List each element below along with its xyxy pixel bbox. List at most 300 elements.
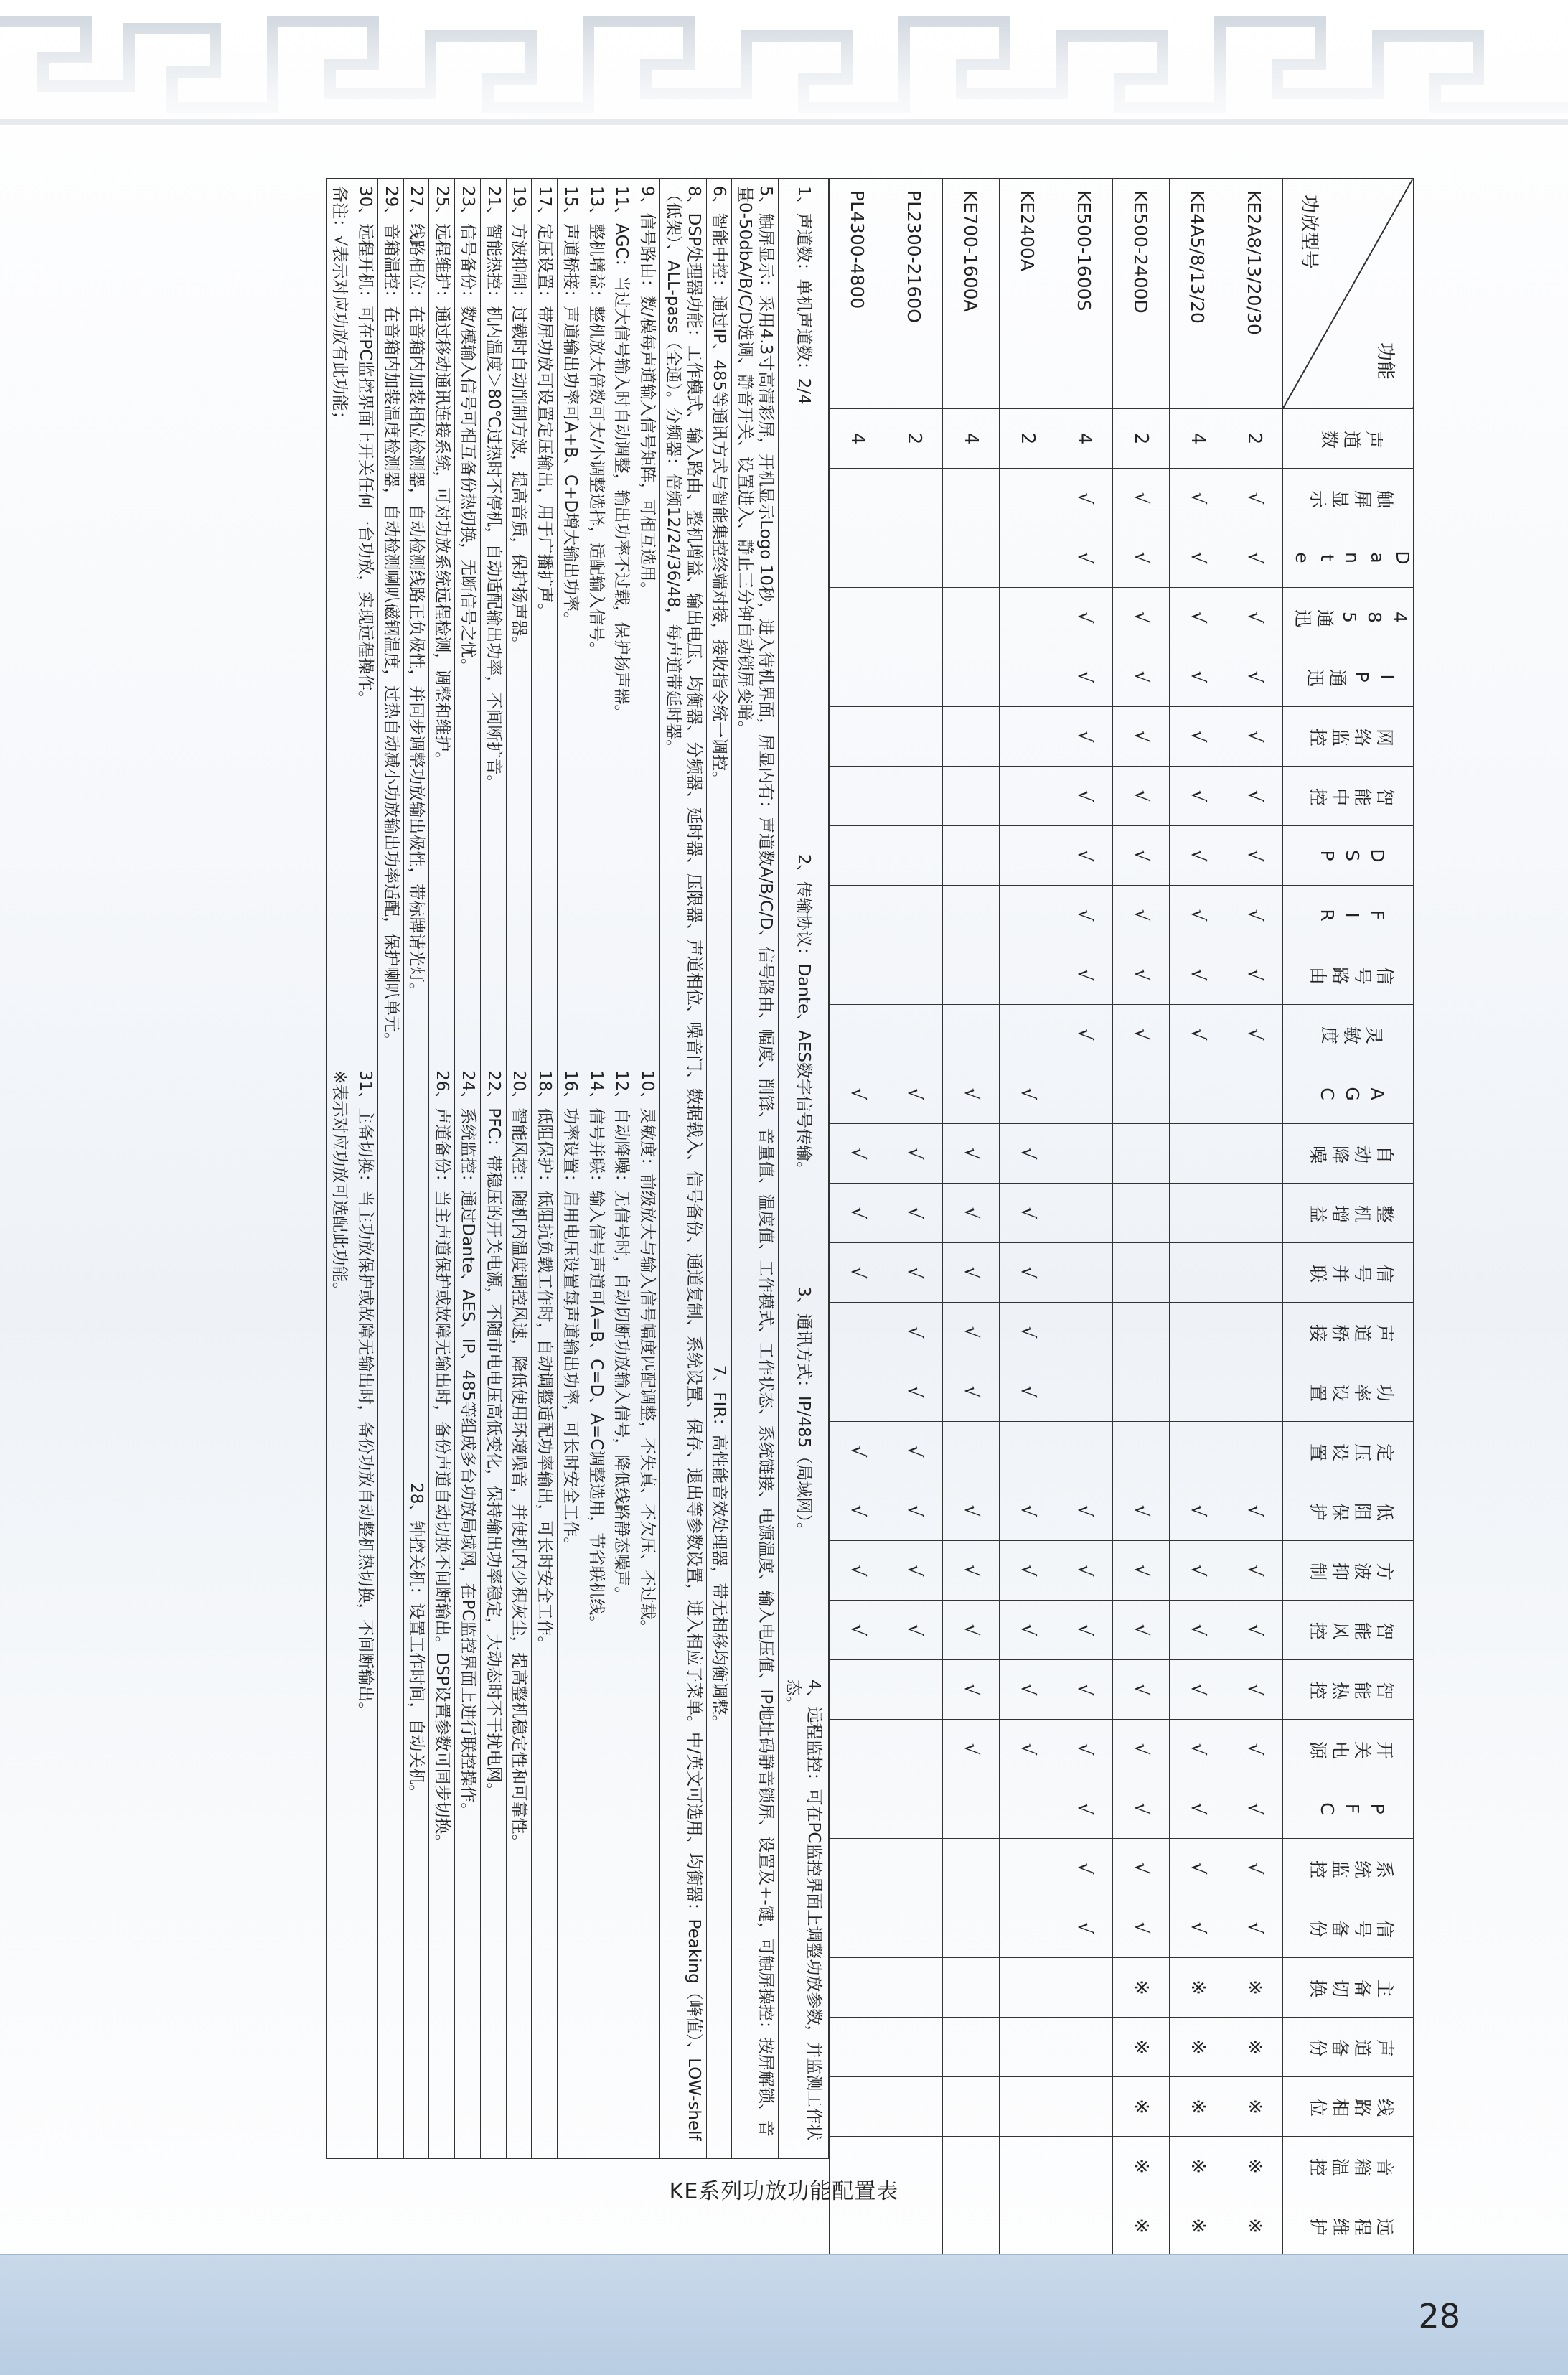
table-row <box>1170 179 1226 2375</box>
note-row <box>455 179 481 2158</box>
table-cell: 4 <box>1056 409 1113 469</box>
note-text: 14、信号并联：输入信号声道可A=B、C=D、A=C调整选用，节省联机线。 <box>586 1070 606 1632</box>
table-cell <box>830 2077 886 2137</box>
feature-header-cell <box>1283 647 1414 707</box>
table-cell <box>943 1958 1000 2018</box>
table-cell <box>1000 1422 1056 1481</box>
note-text: 1、声道数：单机声道数：2/4 <box>794 186 813 405</box>
table-cell <box>886 1779 943 1839</box>
table-cell: 2 <box>1000 409 1056 469</box>
feature-header-cell <box>1283 767 1414 826</box>
feature-header-label: Dante <box>1287 547 1413 568</box>
table-cell <box>886 1958 943 2018</box>
table-cell <box>886 2018 943 2077</box>
table-cell <box>1056 1243 1113 1303</box>
table-cell <box>1113 1243 1170 1303</box>
feature-header-cell <box>1283 1660 1414 1720</box>
table-cell <box>1170 1362 1226 1422</box>
note-row <box>779 179 829 2158</box>
table-cell: √ <box>943 1243 1000 1303</box>
table-cell <box>1113 1124 1170 1184</box>
table-cell <box>886 1898 943 1958</box>
feature-header-label: 485通迅 <box>1290 606 1410 628</box>
table-cell <box>1000 1898 1056 1958</box>
table-cell: 2 <box>1113 409 1170 469</box>
table-cell: √ <box>1170 1839 1226 1898</box>
table-cell <box>830 588 886 647</box>
table-cell: √ <box>830 1243 886 1303</box>
table-cell <box>1000 1839 1056 1898</box>
table-cell: √ <box>943 1601 1000 1660</box>
note-text: 27、线路相位：在音箱内加装相位检测器，自动检测线路正负极性，并同步调整功放输出极性，带标牌请光灯。 <box>407 186 426 1000</box>
table-row <box>1000 179 1056 2375</box>
model-name-cell: KE700-1600A <box>943 179 1000 409</box>
feature-header-cell <box>1283 707 1414 767</box>
table-cell <box>886 826 943 886</box>
table-cell: ※ <box>1170 2018 1226 2077</box>
model-name-cell: KE500-1600S <box>1056 179 1113 409</box>
footer-band <box>0 2254 1568 2375</box>
note-text: 备注：√表示对应功放有此功能； <box>330 186 349 428</box>
table-cell <box>1000 1958 1056 2018</box>
table-cell <box>1056 1303 1113 1362</box>
notes-section <box>327 178 830 2159</box>
table-cell <box>1113 1422 1170 1481</box>
table-cell <box>943 2077 1000 2137</box>
feature-header-cell <box>1283 1303 1414 1362</box>
table-cell <box>1056 1362 1113 1422</box>
table-header-row <box>1283 179 1414 2375</box>
table-cell: √ <box>1000 1720 1056 1779</box>
table-cell <box>1226 1064 1283 1124</box>
table-cell: √ <box>1226 1541 1283 1601</box>
table-cell <box>943 767 1000 826</box>
table-cell <box>943 588 1000 647</box>
table-cell: √ <box>1056 707 1113 767</box>
table-cell: 2 <box>1226 409 1283 469</box>
table-cell <box>830 1005 886 1064</box>
table-cell: √ <box>1170 945 1226 1005</box>
table-cell: √ <box>1170 1720 1226 1779</box>
table-cell: √ <box>830 1481 886 1541</box>
feature-header-label: 信号路由 <box>1305 964 1395 985</box>
table-cell: ※ <box>1170 2196 1226 2256</box>
feature-header-cell <box>1283 2018 1414 2077</box>
table-cell: √ <box>886 1481 943 1541</box>
note-row <box>430 179 456 2158</box>
table-cell: √ <box>1170 1601 1226 1660</box>
table-cell <box>1113 1362 1170 1422</box>
table-cell: √ <box>1226 1660 1283 1720</box>
table-cell: √ <box>1170 647 1226 707</box>
feature-header-cell <box>1283 1362 1414 1422</box>
table-cell <box>830 1303 886 1362</box>
table-cell: √ <box>1226 1779 1283 1839</box>
feature-header-label: 声道备份 <box>1305 2036 1395 2058</box>
feature-header-cell <box>1283 826 1414 886</box>
table-cell <box>943 1422 1000 1481</box>
table-cell: √ <box>1056 528 1113 588</box>
note-text: 4、远程监控：可在PC监控界面上调整功放参数，并监测工作状态。 <box>784 1679 824 2141</box>
feature-header-label: 低阻保护 <box>1305 1500 1395 1522</box>
note-text: 22、PFC：带稳压的开关电源，不随市电电压高低变化，保持输出功率稳定，大动态时不干扰电网。 <box>484 1070 503 1799</box>
note-text: ※表示对应功放可选配此功能。 <box>330 1070 349 1299</box>
feature-header-label: 音箱温控 <box>1305 2155 1395 2177</box>
table-cell: √ <box>1226 1839 1283 1898</box>
feature-header-label: AGC <box>1313 1083 1388 1105</box>
table-cell: √ <box>1000 1601 1056 1660</box>
table-cell: ※ <box>1170 1958 1226 2018</box>
table-cell: √ <box>1170 707 1226 767</box>
table-cell: √ <box>886 1362 943 1422</box>
table-cell: √ <box>1226 826 1283 886</box>
note-text: 2、传输协议：Dante、AES数字信号传输。 <box>794 853 813 1178</box>
table-cell <box>1170 1422 1226 1481</box>
note-text: 10、灵敏度：前级放大与输入信号幅度匹配调整，不失真、不欠压、不过载。 <box>638 1070 657 1636</box>
table-cell: √ <box>1226 647 1283 707</box>
table-cell: √ <box>886 1303 943 1362</box>
note-text: 29、音箱温控：在音箱内加装温度检测器，自动检测喇叭磁钢温度，过热自动减小功放输出功率适配，保护喇叭单元。 <box>381 186 400 1049</box>
table-cell: √ <box>1226 588 1283 647</box>
table-cell <box>886 945 943 1005</box>
note-text: 31、主备切换：当主功放保护或故障无输出时，备份功放自动整机热切换，不间断输出。 <box>356 1070 375 1719</box>
table-cell: √ <box>886 1422 943 1481</box>
feature-header-label: 远程维护 <box>1305 2215 1395 2236</box>
table-cell <box>1170 1064 1226 1124</box>
table-cell: √ <box>1113 1898 1170 1958</box>
feature-header-label: 主备切换 <box>1305 1977 1395 1998</box>
table-cell: √ <box>1056 1481 1113 1541</box>
table-cell <box>943 886 1000 945</box>
note-text: 25、远程维护：通过移动通讯连接系统，可对功放系统远程检测，调整和维护。 <box>433 186 452 769</box>
note-row <box>532 179 558 2158</box>
feature-header-label: 声道桥接 <box>1305 1321 1395 1343</box>
table-cell: √ <box>1113 647 1170 707</box>
table-cell <box>1056 1422 1113 1481</box>
feature-header-label: DSP <box>1313 845 1388 866</box>
table-cell <box>943 826 1000 886</box>
note-row <box>327 179 353 2158</box>
table-cell <box>830 469 886 528</box>
table-cell <box>830 1898 886 1958</box>
table-cell <box>1226 1243 1283 1303</box>
table-cell: √ <box>830 1184 886 1243</box>
feature-header-label: 声道数 <box>1317 428 1384 449</box>
table-cell: √ <box>1226 528 1283 588</box>
note-row <box>707 179 733 2158</box>
table-cell <box>830 1779 886 1839</box>
feature-header-cell <box>1283 1005 1414 1064</box>
feature-header-label: 智能中控 <box>1305 785 1395 807</box>
table-cell: √ <box>943 1541 1000 1601</box>
table-cell <box>830 826 886 886</box>
table-cell <box>830 1660 886 1720</box>
table-cell <box>1000 2077 1056 2137</box>
table-cell <box>1000 767 1056 826</box>
table-cell: √ <box>1226 469 1283 528</box>
table-cell: √ <box>1226 1005 1283 1064</box>
table-cell <box>1000 469 1056 528</box>
table-cell <box>886 1839 943 1898</box>
table-caption: KE系列功放功能配置表 <box>669 2179 899 2204</box>
feature-header-cell <box>1283 2077 1414 2137</box>
table-cell: 4 <box>943 409 1000 469</box>
table-cell <box>830 886 886 945</box>
table-cell: √ <box>830 1124 886 1184</box>
table-cell: √ <box>1170 528 1226 588</box>
table-cell <box>830 767 886 826</box>
feature-header-label: 网络监控 <box>1305 726 1395 747</box>
table-cell <box>1000 826 1056 886</box>
note-row <box>404 179 430 2158</box>
table-cell: √ <box>1056 647 1113 707</box>
note-text: 26、声道备份：当主声道保护或故障无输出时，备份声道自动切换不间断输出。DSP设置参数可同步切换。 <box>433 1070 452 1851</box>
table-cell <box>943 1839 1000 1898</box>
note-text: 21、智能热控：机内温度＞80℃过热时不停机，自动适配输出功率，不间断扩音。 <box>484 186 503 792</box>
table-cell: √ <box>1113 528 1170 588</box>
feature-header-cell <box>1283 1184 1414 1243</box>
table-cell <box>1113 1184 1170 1243</box>
table-cell: √ <box>1113 1481 1170 1541</box>
table-cell: √ <box>1170 469 1226 528</box>
table-cell: ※ <box>1113 2196 1170 2256</box>
table-cell <box>943 707 1000 767</box>
note-row <box>481 179 507 2158</box>
feature-header-label: 系统监控 <box>1305 1858 1395 1879</box>
table-cell: ※ <box>1226 2137 1283 2196</box>
feature-header-cell <box>1283 945 1414 1005</box>
feature-header-label: FIR <box>1313 904 1388 926</box>
table-cell <box>1056 1958 1113 2018</box>
model-name-cell: KE500-2400D <box>1113 179 1170 409</box>
table-cell: √ <box>1056 1898 1113 1958</box>
note-text: 28、钟控关机：设置工作时间，自动关机。 <box>407 1483 426 1802</box>
table-cell: √ <box>1056 1005 1113 1064</box>
table-cell: √ <box>1226 767 1283 826</box>
table-cell <box>830 1720 886 1779</box>
table-cell: √ <box>1226 945 1283 1005</box>
model-name-cell: KE2A8/13/20/30 <box>1226 179 1283 409</box>
table-cell: ※ <box>1170 2077 1226 2137</box>
table-cell: √ <box>1113 588 1170 647</box>
table-cell: √ <box>1056 826 1113 886</box>
note-text: 6、智能中控：通过IP、485等通讯方式与智能集控终端对接，接收指令统一调控。 <box>710 186 729 788</box>
feature-header-cell <box>1283 1601 1414 1660</box>
function-configuration-table <box>829 178 1414 2375</box>
table-cell: √ <box>886 1601 943 1660</box>
table-cell <box>1226 1303 1283 1362</box>
table-cell <box>830 1958 886 2018</box>
table-cell <box>830 707 886 767</box>
note-text: 12、自动降噪：无信号时，自动切断功放输入信号，降低线路静态噪声。 <box>612 1070 632 1603</box>
table-cell: √ <box>1113 1541 1170 1601</box>
table-cell <box>1170 1303 1226 1362</box>
table-cell: √ <box>886 1064 943 1124</box>
table-cell: √ <box>1113 886 1170 945</box>
table-cell <box>886 2077 943 2137</box>
table-cell <box>886 469 943 528</box>
feature-header-cell <box>1283 1422 1414 1481</box>
table-cell <box>1056 1064 1113 1124</box>
feature-header-label: 自动降噪 <box>1305 1143 1395 1164</box>
feature-header-cell <box>1283 1720 1414 1779</box>
note-row <box>507 179 532 2158</box>
note-row <box>378 179 404 2158</box>
table-cell: √ <box>886 1243 943 1303</box>
table-cell: √ <box>1000 1243 1056 1303</box>
feature-header-cell <box>1283 409 1414 469</box>
table-row <box>830 179 886 2375</box>
table-cell: √ <box>830 1541 886 1601</box>
table-cell <box>830 528 886 588</box>
table-cell <box>1000 1779 1056 1839</box>
table-cell <box>943 945 1000 1005</box>
table-cell <box>1113 1064 1170 1124</box>
table-cell <box>1000 2018 1056 2077</box>
table-cell <box>1226 1362 1283 1422</box>
note-row <box>352 179 378 2158</box>
feature-header-cell <box>1283 1958 1414 2018</box>
table-cell: √ <box>1113 1779 1170 1839</box>
table-cell: √ <box>1113 945 1170 1005</box>
feature-header-cell <box>1283 1064 1414 1124</box>
note-text: 24、系统监控：通过Dante、AES、IP、485等组成多台功放局域网，在PC监控界面上进行联控操作。 <box>459 1070 477 1819</box>
table-cell: √ <box>1170 1898 1226 1958</box>
feature-header-cell <box>1283 886 1414 945</box>
note-row <box>660 179 707 2158</box>
table-cell: √ <box>1170 1481 1226 1541</box>
note-text: 9、信号路由：数/模每声道输入信号矩阵，可相互选用。 <box>638 186 657 599</box>
table-cell <box>1000 647 1056 707</box>
table-cell: √ <box>1056 1541 1113 1601</box>
feature-header-label: 功率设置 <box>1305 1381 1395 1402</box>
table-cell <box>830 945 886 1005</box>
table-cell <box>1000 528 1056 588</box>
table-cell <box>886 707 943 767</box>
table-cell: √ <box>1056 767 1113 826</box>
table-cell: ※ <box>1113 1958 1170 2018</box>
table-cell: √ <box>1000 1303 1056 1362</box>
table-cell: √ <box>830 1422 886 1481</box>
note-text: 11、AGC：当过大信号输入时自动调整，输出功率不过载，保护扬声器。 <box>612 186 632 721</box>
table-cell: √ <box>1000 1362 1056 1422</box>
table-cell: ※ <box>1170 2137 1226 2196</box>
table-cell: ※ <box>1113 2137 1170 2196</box>
table-cell: √ <box>1056 945 1113 1005</box>
table-cell: √ <box>1000 1124 1056 1184</box>
table-cell <box>1170 1243 1226 1303</box>
table-cell <box>886 647 943 707</box>
table-cell: √ <box>943 1481 1000 1541</box>
table-row <box>1056 179 1113 2375</box>
feature-header-label: 智能热控 <box>1305 1679 1395 1700</box>
table-cell: ※ <box>1226 2077 1283 2137</box>
table-cell <box>1000 1005 1056 1064</box>
table-cell: √ <box>1226 1481 1283 1541</box>
table-cell: √ <box>1113 707 1170 767</box>
table-cell: 2 <box>886 409 943 469</box>
feature-header-label: 触屏显示 <box>1305 487 1395 509</box>
note-row <box>583 179 609 2158</box>
feature-header-label: 整机增益 <box>1305 1202 1395 1224</box>
table-cell: √ <box>1056 1601 1113 1660</box>
table-cell <box>943 1898 1000 1958</box>
table-cell <box>943 2018 1000 2077</box>
table-cell: √ <box>1113 1720 1170 1779</box>
note-text: 18、低阻保护：低阻抗负载工作时，自动调整适配功率输出，可长时安全工作。 <box>535 1070 555 1653</box>
table-cell: √ <box>1056 1839 1113 1898</box>
feature-header-cell <box>1283 1243 1414 1303</box>
table-cell <box>1170 1124 1226 1184</box>
table-cell <box>830 647 886 707</box>
table-cell <box>1226 1124 1283 1184</box>
table-cell <box>943 528 1000 588</box>
table-cell <box>830 1839 886 1898</box>
feature-header-cell <box>1283 528 1414 588</box>
model-header-label: 功放型号 <box>1298 195 1320 270</box>
table-cell: √ <box>943 1362 1000 1422</box>
table-cell <box>1056 2077 1113 2137</box>
note-text: 19、方波抑制：过载时自动削制方波，提高音质，保护扬声器。 <box>510 186 529 653</box>
table-cell: √ <box>1113 767 1170 826</box>
table-cell <box>943 1779 1000 1839</box>
table-cell: √ <box>886 1541 943 1601</box>
table-cell: √ <box>1056 588 1113 647</box>
table-cell: √ <box>943 1124 1000 1184</box>
feature-header-cell <box>1283 588 1414 647</box>
table-cell: √ <box>1170 1660 1226 1720</box>
table-cell: √ <box>943 1303 1000 1362</box>
table-cell <box>1000 945 1056 1005</box>
page-number: 28 <box>1418 2297 1460 2336</box>
table-cell: √ <box>1170 767 1226 826</box>
table-cell: √ <box>943 1064 1000 1124</box>
table-cell: √ <box>1170 826 1226 886</box>
table-cell: √ <box>1056 1720 1113 1779</box>
feature-header-label: 灵敏度 <box>1317 1023 1384 1045</box>
function-header-label: 功能 <box>1374 342 1396 380</box>
table-cell: √ <box>886 1124 943 1184</box>
table-cell <box>1170 1184 1226 1243</box>
table-cell <box>1056 1184 1113 1243</box>
table-cell: √ <box>1000 1481 1056 1541</box>
table-cell: ※ <box>1226 2196 1283 2256</box>
note-text: 20、智能风控：随机内温度调控风速，降低使用环境噪音，并使机内少积灰尘，提高整机稳定性和可靠性。 <box>510 1070 529 1851</box>
table-cell: √ <box>1170 588 1226 647</box>
table-cell: √ <box>1226 1898 1283 1958</box>
note-row <box>558 179 583 2158</box>
note-text: 23、信号备份：数/模输入信号可相互备份热切换，无断信号之忧。 <box>459 186 477 675</box>
table-cell: √ <box>943 1660 1000 1720</box>
note-row <box>609 179 635 2158</box>
feature-header-cell <box>1283 1839 1414 1898</box>
table-cell: √ <box>1226 1720 1283 1779</box>
model-name-cell: KE4A5/8/13/20 <box>1170 179 1226 409</box>
feature-header-label: PFC <box>1313 1798 1388 1819</box>
table-cell: √ <box>1170 1005 1226 1064</box>
table-cell <box>1000 707 1056 767</box>
feature-header-cell <box>1283 1124 1414 1184</box>
table-cell: √ <box>1000 1064 1056 1124</box>
table-cell: √ <box>1000 1184 1056 1243</box>
table-cell <box>830 2018 886 2077</box>
table-cell: √ <box>1113 469 1170 528</box>
note-row <box>733 179 779 2158</box>
table-cell: √ <box>943 1184 1000 1243</box>
table-cell <box>1056 2018 1113 2077</box>
table-row <box>943 179 1000 2375</box>
feature-header-label: 线路相位 <box>1305 2096 1395 2117</box>
